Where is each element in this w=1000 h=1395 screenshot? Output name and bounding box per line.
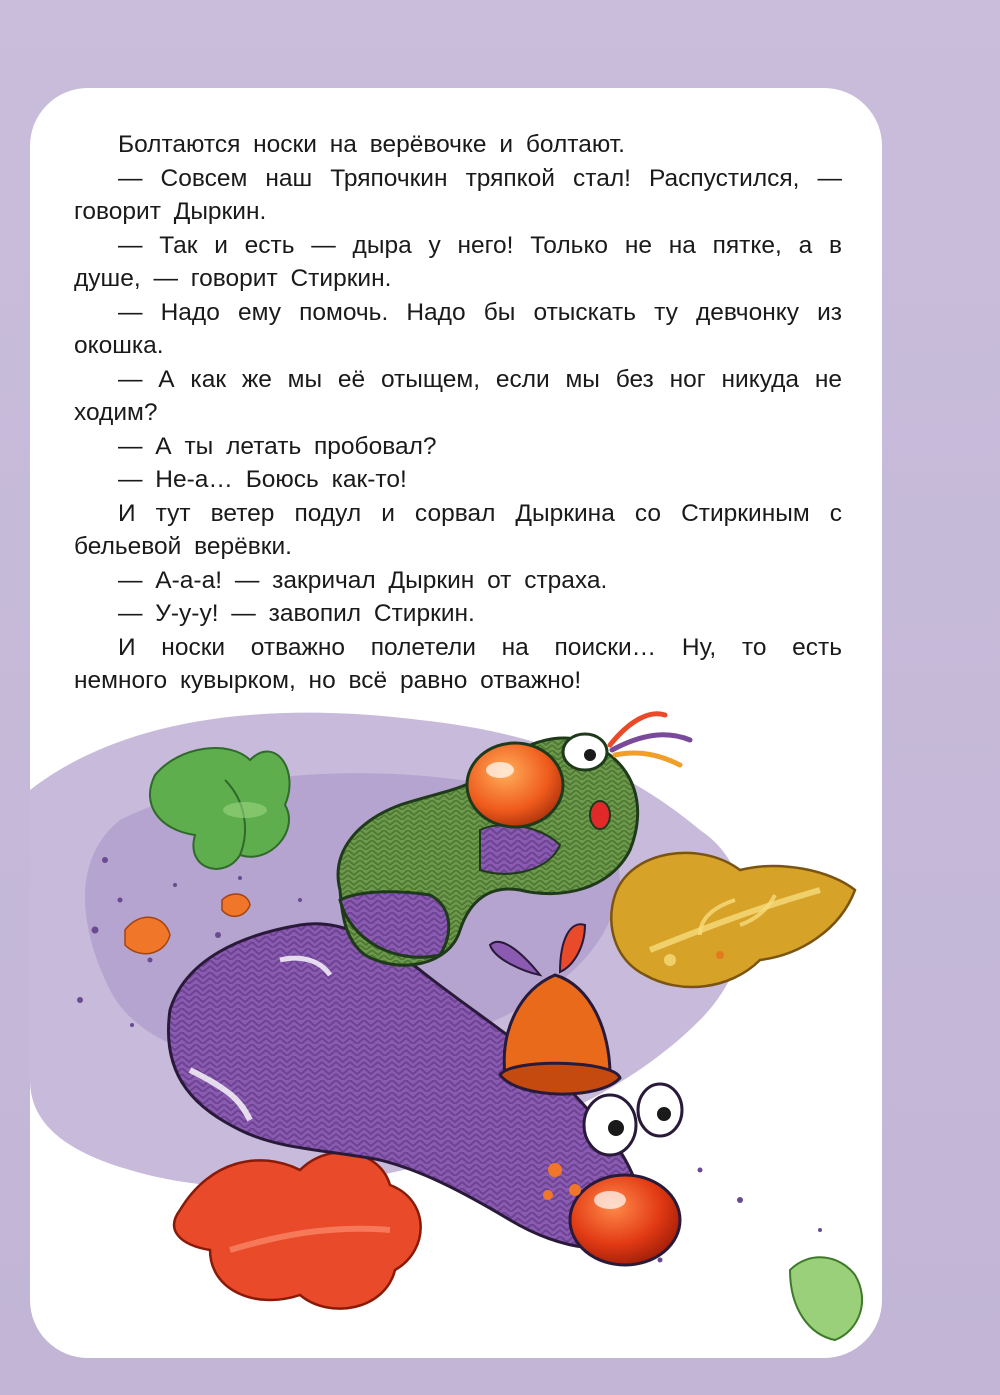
paragraph: — Надо ему помочь. Надо бы отыскать ту девчонку из окошка. [74, 298, 842, 359]
illustration-scene [30, 713, 862, 1340]
red-leaf [174, 1152, 421, 1308]
paragraph: — Совсем наш Тряпочкин тряпкой стал! Распустился, — говорит Дыркин. [74, 164, 842, 225]
paragraph: — А ты летать пробовал? [118, 432, 437, 460]
paragraph: — Не-а… Боюсь как-то! [118, 466, 407, 493]
paragraph: И тут ветер подул и сорвал Дыркина со Стиркиным с бельевой верёвки. [74, 499, 842, 560]
paragraph: — Так и есть — дыра у него! Только не на пятке, а в душе, — говорит Стиркин. [74, 231, 842, 292]
green-leaf [790, 1257, 862, 1340]
paragraph: И носки отважно полетели на поиски… Ну, то есть немного кувырком, но всё равно отважно! [74, 633, 842, 694]
paragraph: Болтаются носки на верёвочке и болтают. [118, 131, 625, 158]
paragraph: — У-у-у! — завопил Стиркин. [118, 600, 475, 627]
paragraph: — А-а-а! — закричал Дыркин от страха. [118, 566, 608, 594]
yellow-leaf [611, 853, 855, 987]
paragraph: — А как же мы её отыщем, если мы без ног никуда не ходим? [74, 365, 842, 426]
